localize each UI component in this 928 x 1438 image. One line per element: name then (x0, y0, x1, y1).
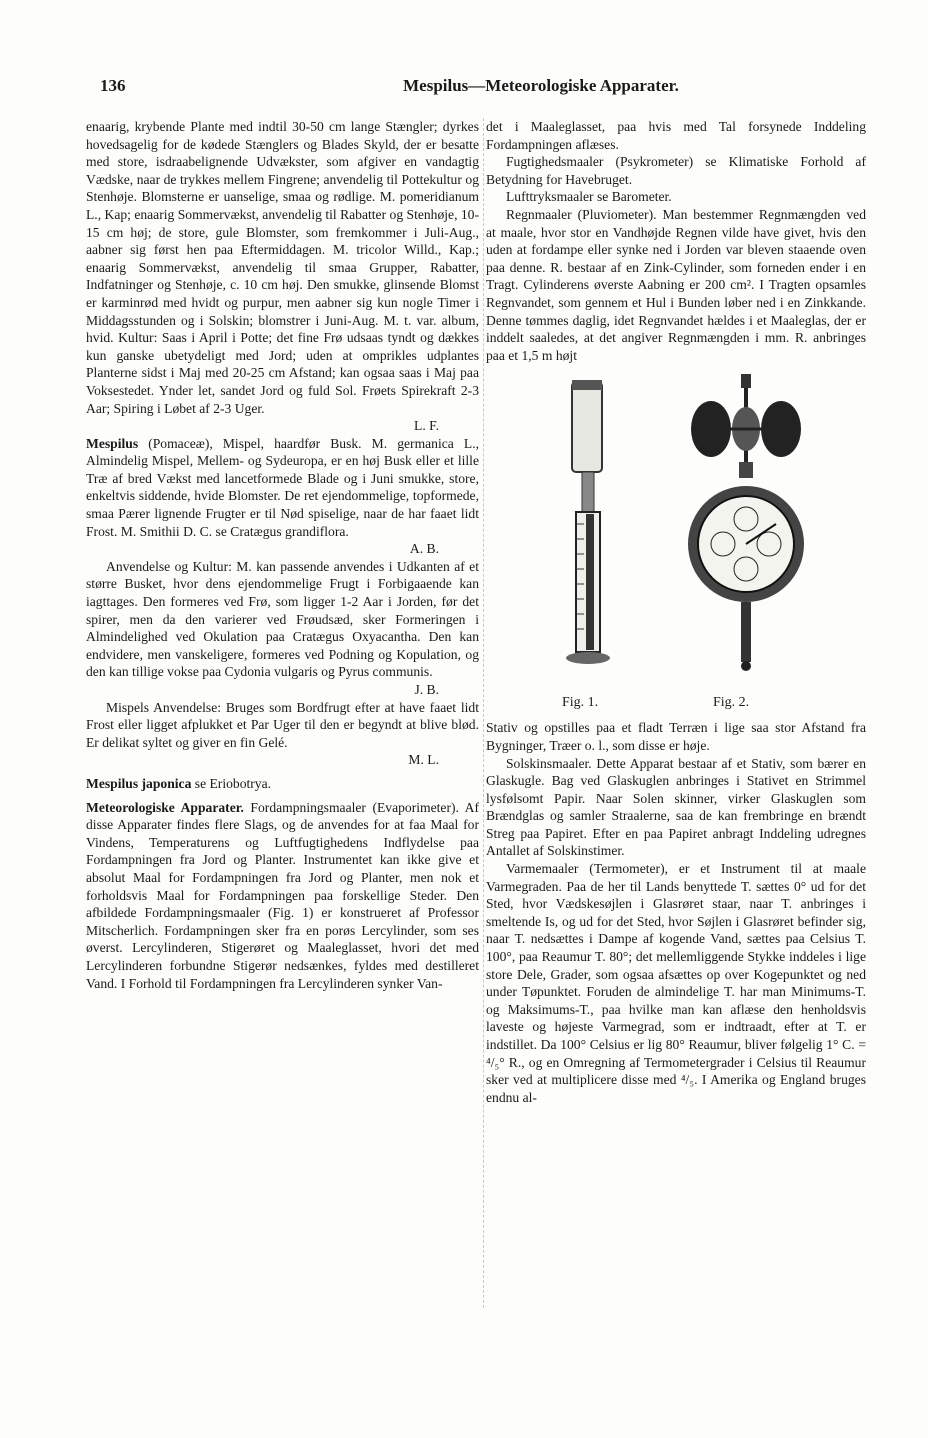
evaporimeter-illustration (558, 374, 618, 674)
entry-text: Fordampningsmaaler (Evaporimeter). Af disse Apparater findes flere Slags, og de anvendes for at faa Maal for Vindens, Temperaturens og Luftfugtighedens Indflydelse paa Fordampningen fra Jord og Planter. Instrumentet kan ikke give et absolut Maal for Fordampningen fra Jord og Planter, men nok et forholdsvis Maal for Fordampningen paa forskellige Steder. Den afbildede Fordampningsmaaler (Fig. 1) er konstrueret af Professor Mitscherlich. Fordampningen sker fra en porøs Lercylinder, som ses øverst. Lercylinderen, Stigerøret og Maaleglasset, hvori det med Lercylinderen forbundne Stigerør nedsænkes, fyldes med destilleret Vand. I Forhold til Fordampningen fra Lercylinderen synker Van- (86, 799, 479, 991)
entry-headword: Mespilus (86, 435, 139, 451)
figure-caption: Fig. 1. (562, 695, 599, 711)
running-title: Mespilus—Meteorologiske Apparater. (403, 76, 679, 95)
paragraph: Varmemaaler (Termometer), er et Instrument til at maale Varmegraden. Paa de her til Lands benyttede T. sættes 0° ud for det Sted, hvor Vædskesøjlen i Glasrøret staar, naar T. anbringes i smeltende Is, og ud for det Sted, hvor Søjlen i Glasrøret befinder sig, naar T. nedsættes i Dampe af kogende Vand, sættes paa Celsius T. 100°, paa Reaumur T. 80°; det mellemliggende Stykke inddeles i lige store Dele, Grader, som ogsaa afsættes op over Kogepunktet og ned under Tøpunktet. Foruden de almindelige T. har man Minimums-T. og Maksimums-T., paa hvilke man kan aflæse den henholdsvis laveste og højeste Varmegrad, som er indtraadt, efter at T. er indstillet. Da 100° Celsius er lig 80° Reaumur, bliver følgelig 1° C. = ⁴/₅° R., og en Omregning af Termometergrader i Celsius til Reaumur sker ved at multiplicere disse med ⁴/₅. I Amerika og England bruges endnu al- (486, 861, 866, 1105)
page-header (96, 76, 876, 100)
paragraph: Lufttryksmaaler se Barometer. (506, 189, 672, 205)
entry-headword: Meteorologiske Apparater. (86, 799, 244, 815)
anemometer-illustration (681, 374, 811, 674)
page-number: 136 (100, 76, 126, 95)
paragraph: Regnmaaler (Pluviometer). Man bestemmer Regnmængden ved at maale, hvor stor en Vandhøjde Regnen vilde have givet, hvis den uden at fordampe eller synke ned i Jorden var bleven staaende oven paa denne. R. bestaar af en Zink-Cylinder, som forneden ender i en Tragt. Cylinderens øverste Aabning er 200 cm². I Tragten opsamles Regnvandet, som gennem et Hul i Bunden løber ned i en Zinkkande. Denne tømmes daglig, idet Regnvandet hældes i et Maaleglas, der er inddelt saaledes, at det angiver Regnmængden i mm. R. anbringes paa et 1,5 m højt (486, 206, 866, 363)
signature: J. B. (414, 682, 439, 697)
paragraph: Mispels Anvendelse: Bruges som Bordfrugt efter at have faaet lidt Frost eller ligget afplukket et Par Uger til den er begyndt at blive blød. Er delikat syltet og giver en fin Gelé. (86, 699, 479, 750)
entry-mespilus-japonica (86, 775, 479, 793)
entry-meteorologiske (86, 799, 479, 993)
figures (486, 374, 866, 719)
entry-text: se Eriobotrya. (191, 775, 272, 791)
entry-text: (Pomaceæ), Mispel, haardfør Busk. M. germanica L., Almindelig Mispel, Mellem- og Sydeuropa, er en høj Busk eller et lille Træ af bred Vækst med lancetformede Blade og i Juni smukke, store, enkeltvis siddende, hvide Blomster. De ret ejendommelige, topformede, smaa Pærer lignende Frugter er til Nød spiselige, naar de har faaet lidt Frost. M. Smithii D. C. se Cratægus grandiflora. (86, 435, 479, 539)
left-column (86, 118, 479, 992)
entry-mespilus (86, 435, 479, 541)
paragraph: Stativ og opstilles paa et fladt Terræn i lige saa stor Afstand fra Bygninger, Træer o. l., som disse er høje. (486, 720, 866, 753)
paragraph: Anvendelse og Kultur: M. kan passende anvendes i Udkanten af et større Busket, hvor dens ejendommelige Frugt i Forbigaaende kan iagttages. Den formeres ved Frø, som ligger 1-2 Aar i Jorden, før det spirer, men da den varierer ved Frøudsæd, sker Formeringen i Almindelighed ved Okulation paa Cratægus Oxyacantha. Den kan endvidere, men vanskeligere, formeres ved Podning og Kopulation, og den kan tillige vokse paa Cydonia vulgaris og Pyrus communis. (86, 558, 479, 680)
paragraph: Solskinsmaaler. Dette Apparat bestaar af et Stativ, som bærer en Glaskugle. Bag ved Glaskuglen anbringes i Stativet en Strimmel lysfølsomt Papir. Naar Solen skinner, virker Glaskuglen som Brændglas og samler Straalerne, saa de kan frembringe en brændt Streg paa Papiret. Efter en paa Papiret anbragt Inddeling udregnes Antallet af Solskinstimer. (486, 755, 866, 859)
column-divider (483, 118, 484, 1308)
paragraph: Fugtighedsmaaler (Psykrometer) se Klimatiske Forhold af Betydning for Havebruget. (486, 154, 866, 187)
paragraph: det i Maaleglasset, paa hvis med Tal forsynede Inddeling Fordampningen aflæses. (486, 119, 866, 152)
signature: A. B. (409, 541, 439, 557)
entry-headword: Mespilus japonica (86, 775, 192, 791)
signature: M. L. (408, 752, 439, 768)
figure-caption: Fig. 2. (713, 695, 750, 711)
paragraph: enaarig, krybende Plante med indtil 30-50 cm lange Stængler; dyrkes hovedsagelig for de kødede Stænglers og Blades Skyld, der er besatte med store, isdraabelignende Udvækster, som afgiver en vandagtig Vædske, naar de trykkes mellem Fingrene; anvendelig til Pottekultur og Stenhøje. Blomsterne er uanselige, smaa og rødlige. M. pomeridianum L., Kap; enaarig Sommervækst, anvendelig til Rabatter og Stenhøje, 10-15 cm høj; de store, gule Blomster, som fremkommer i Juli-Aug., aabner sig først hen paa Eftermiddagen. M. tricolor Willd., Kap.; enaarig Sommervækst, anvendelig til smaa Grupper, Rabatter, Indfatninger og Stenhøje, c. 10 cm høj. Den smukke, glinsende Blomst er karminrød med hvidt og purpur, men aabner sig kun nogle Timer i Middagsstunden og i Solskin; blomstrer i Juni-Aug. M. t. var. album, hvid. Kultur: Saas i April i Potte; det fine Frø udsaas tyndt og dækkes kun ganske ubetydeligt med Jord; uden at omprikles udplantes Planterne sidst i Maj med 20-25 cm Afstand; kan ogsaa saas i Maj paa Voksestedet. Ynder let, sandet Jord og fuld Sol. Frøets Spirekraft 2-3 Aar; Spiring i Løbet af 2-3 Uger. (86, 119, 479, 416)
signature: L. F. (414, 418, 439, 434)
right-column (486, 118, 866, 1106)
